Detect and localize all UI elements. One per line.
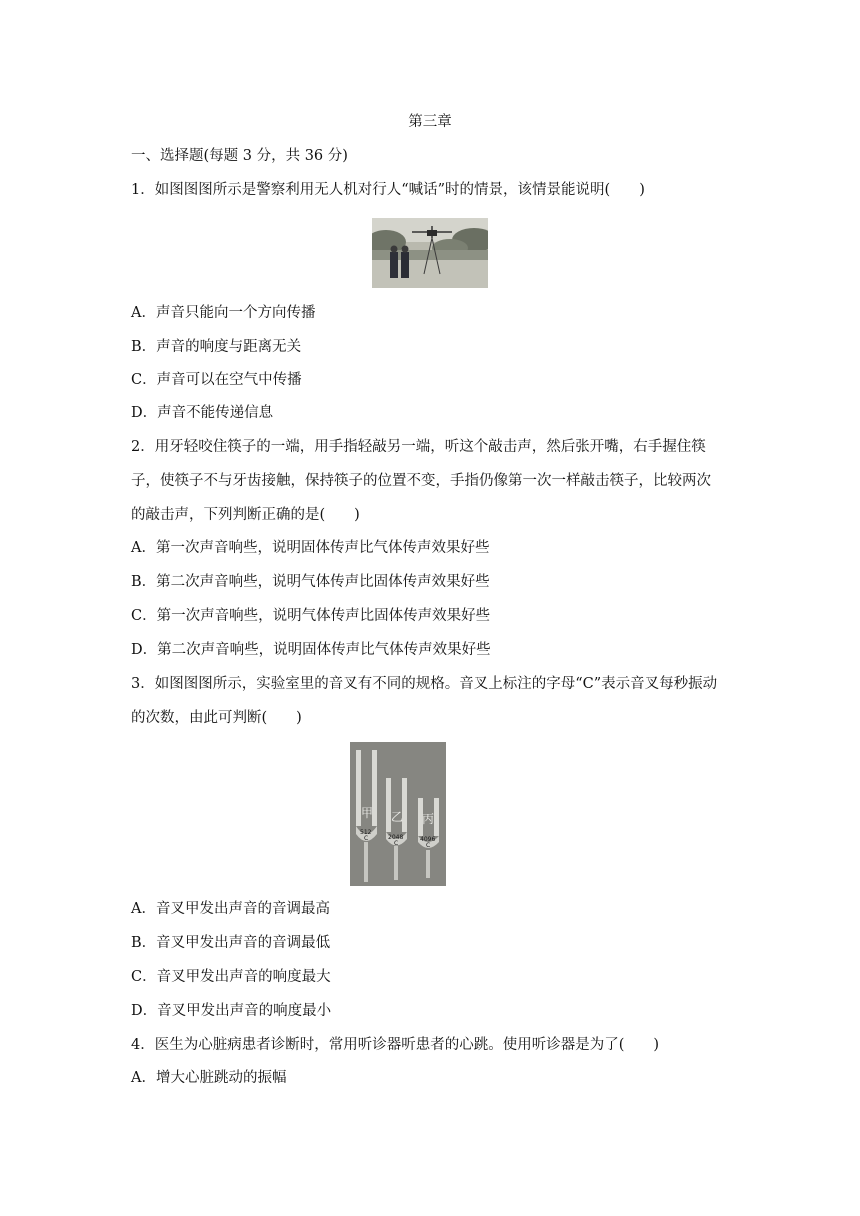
fork-unit-2: C xyxy=(394,840,399,847)
question-3-option-c: C．音叉甲发出声音的响度最大 xyxy=(131,969,331,985)
fork-freq-2048: 2048 xyxy=(388,834,404,841)
question-1-stem: 1．如图图图所示是警察利用无人机对行人“喊话”时的情景，该情景能说明( ) xyxy=(131,182,645,198)
fork-label-bing: 丙 xyxy=(422,812,435,826)
drone-police-photo xyxy=(372,218,488,288)
question-1-option-b: B．声音的响度与距离无关 xyxy=(131,339,302,355)
question-3-stem-line-2: 的次数，由此可判断( ) xyxy=(131,710,302,726)
fork-label-jia: 甲 xyxy=(361,806,374,820)
question-4-option-a: A．增大心脏跳动的振幅 xyxy=(131,1070,287,1086)
question-1-option-d: D．声音不能传递信息 xyxy=(131,405,274,421)
question-3-stem-line-1: 3．如图图图所示，实验室里的音叉有不同的规格。音叉上标注的字母“C”表示音叉每秒振动 xyxy=(131,676,718,692)
question-4-stem: 4．医生为心脏病患者诊断时，常用听诊器听患者的心跳。使用听诊器是为了( ) xyxy=(131,1037,660,1053)
question-2-stem-line-2: 子，使筷子不与牙齿接触，保持筷子的位置不变，手指仍像第一次一样敲击筷子，比较两次 xyxy=(131,473,711,489)
question-3-option-d: D．音叉甲发出声音的响度最小 xyxy=(131,1003,332,1019)
section-heading: 一、选择题(每题 3 分，共 36 分) xyxy=(131,148,348,164)
tuning-fork-illustration xyxy=(350,742,446,886)
drone-police-illustration xyxy=(372,218,488,288)
question-3-option-b: B．音叉甲发出声音的音调最低 xyxy=(131,935,331,951)
tuning-fork-photo xyxy=(350,742,446,886)
fork-unit-1: C xyxy=(364,835,369,842)
question-2-stem-line-1: 2．用牙轻咬住筷子的一端，用手指轻敲另一端，听这个敲击声，然后张开嘴，右手握住筷 xyxy=(131,439,706,455)
fork-freq-4096: 4096 xyxy=(420,836,436,843)
question-1-option-c: C．声音可以在空气中传播 xyxy=(131,372,302,388)
fork-unit-3: C xyxy=(426,842,431,849)
fork-freq-512: 512 xyxy=(360,829,372,836)
question-2-stem-line-3: 的敲击声，下列判断正确的是( ) xyxy=(131,507,360,523)
question-2-option-c: C．第一次声音响些，说明气体传声比固体传声效果好些 xyxy=(131,608,491,624)
question-2-option-d: D．第二次声音响些，说明固体传声比气体传声效果好些 xyxy=(131,642,491,658)
question-3-option-a: A．音叉甲发出声音的音调最高 xyxy=(131,901,330,917)
fork-label-yi: 乙 xyxy=(391,810,404,824)
question-2-option-a: A．第一次声音响些，说明固体传声比气体传声效果好些 xyxy=(131,540,490,556)
question-2-option-b: B．第二次声音响些，说明气体传声比固体传声效果好些 xyxy=(131,574,490,590)
question-1-option-a: A．声音只能向一个方向传播 xyxy=(131,305,316,321)
chapter-title: 第三章 xyxy=(408,114,452,130)
